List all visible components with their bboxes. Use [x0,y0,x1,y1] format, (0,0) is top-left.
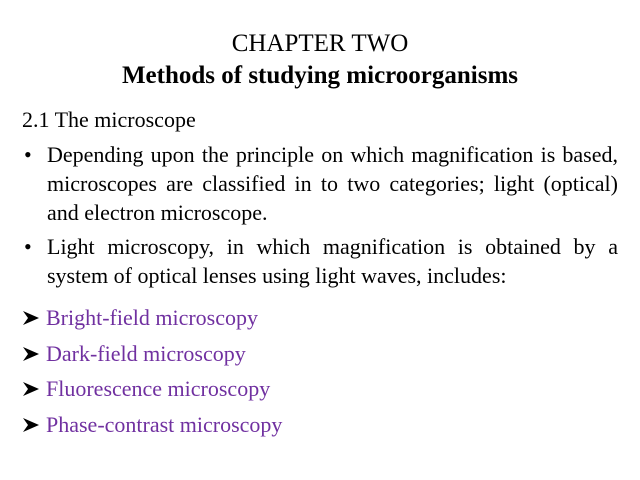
list-item-label: Fluorescence microscopy [46,376,271,401]
list-item-label: Bright-field microscopy [46,305,259,330]
list-item [22,300,282,336]
list-item-label: Dark-field microscopy [46,340,246,366]
list-item [22,336,282,372]
section-heading: 2.1 The microscope [22,107,196,132]
arrow-bullet-icon [22,417,40,433]
bullet-text: Depending upon the principle on which magnification is based, microscopes are classified in to two categories; light (optical) and electron microscope. [47,142,618,225]
list-item-label: Phase-contrast microscopy [46,411,283,437]
microscopy-type-list [22,300,282,442]
bullet-item [22,140,618,227]
list-item [22,371,282,407]
bullet-item [22,232,618,290]
bullet-list [22,140,618,295]
bullet-dot-icon: • [24,234,32,259]
list-item [22,407,282,443]
bullet-text: Light microscopy, in which magnification is obtained by a system of optical lenses using light waves, includes: [47,234,618,288]
title-block [0,28,640,92]
arrow-bullet-icon [22,346,40,362]
bullet-dot-icon: • [24,142,32,167]
arrow-bullet-icon [22,381,40,397]
arrow-bullet-icon [22,310,40,326]
chapter-label: CHAPTER TWO [231,30,409,57]
slide-title: Methods of studying microorganisms [121,62,519,89]
